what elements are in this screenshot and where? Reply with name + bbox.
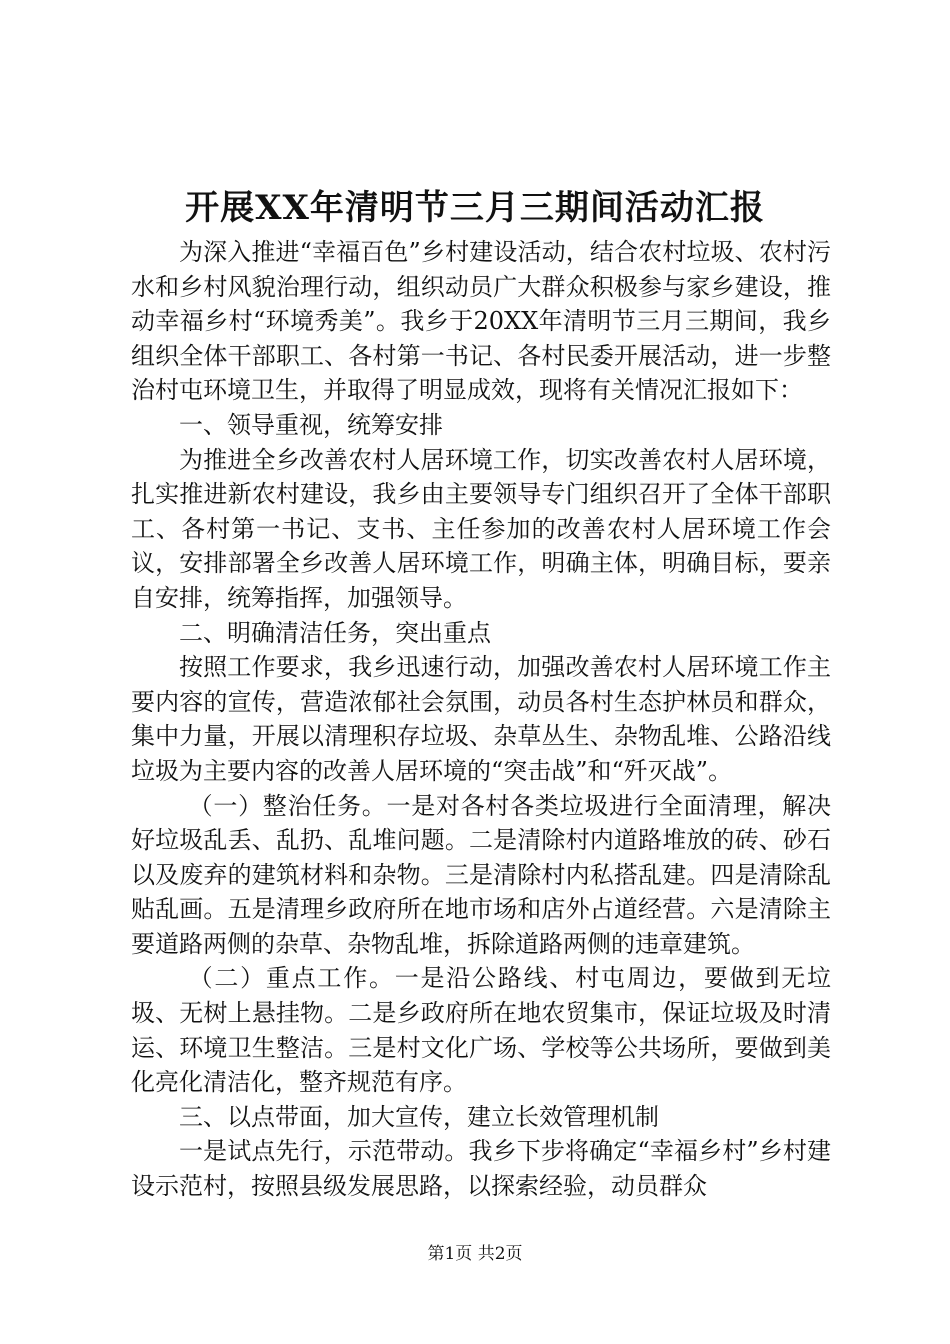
section-1-paragraph: 为推进全乡改善农村人居环境工作，切实改善农村人居环境，扎实推进新农村建设，我乡由主要领导专门组织召开了全体干部职工、各村第一书记、支书、主任参加的改善农村人居环境工作会议，安排部署全乡改善人居环境工作，明确主体，明确目标，要亲自安排，统筹指挥，加强领导。 <box>131 445 831 612</box>
section-heading-3: 三、以点带面，加大宣传，建立长效管理机制 <box>179 1102 659 1131</box>
section-heading-2: 二、明确清洁任务，突出重点 <box>179 618 491 647</box>
intro-paragraph: 为深入推进“幸福百色”乡村建设活动，结合农村垃圾、农村污水和乡村风貌治理行动，组织动员广大群众积极参与家乡建设，推动幸福乡村“环境秀美”。我乡于20XX年清明节三月三期间，我乡组织全体干部职工、各村第一书记、各村民委开展活动，进一步整治村屯环境卫生，并取得了明显成效，现将有关情况汇报如下： <box>131 238 831 405</box>
section-heading-1: 一、领导重视，统筹安排 <box>179 410 443 439</box>
page-footer: 第1页 共2页 <box>427 1244 523 1264</box>
subsection-2-paragraph: （二）重点工作。一是沿公路线、村屯周边，要做到无垃圾、无树上悬挂物。二是乡政府所在地农贸集市，保证垃圾及时清运、环境卫生整洁。三是村文化广场、学校等公共场所，要做到美化亮化清洁化，整齐规范有序。 <box>131 964 831 1097</box>
document-body <box>131 235 831 1204</box>
section-2-paragraph: 按照工作要求，我乡迅速行动，加强改善农村人居环境工作主要内容的宣传，营造浓郁社会氛围，动员各村生态护林员和群众，集中力量，开展以清理积存垃圾、杂草丛生、杂物乱堆、公路沿线垃圾为主要内容的改善人居环境的“突击战”和“歼灭战”。 <box>131 653 831 785</box>
section-3-paragraph: 一是试点先行，示范带动。我乡下步将确定“幸福乡村”乡村建设示范村，按照县级发展思路，以探索经验，动员群众 <box>131 1137 831 1201</box>
document-title: 开展XX年清明节三月三期间活动汇报 <box>185 188 765 228</box>
subsection-1-paragraph: （一）整治任务。一是对各村各类垃圾进行全面清理，解决好垃圾乱丢、乱扔、乱堆问题。二是清除村内道路堆放的砖、砂石以及废弃的建筑材料和杂物。三是清除村内私搭乱建。四是清除乱贴乱画。五是清理乡政府所在地市场和店外占道经营。六是清除主要道路两侧的杂草、杂物乱堆，拆除道路两侧的违章建筑。 <box>131 791 831 958</box>
